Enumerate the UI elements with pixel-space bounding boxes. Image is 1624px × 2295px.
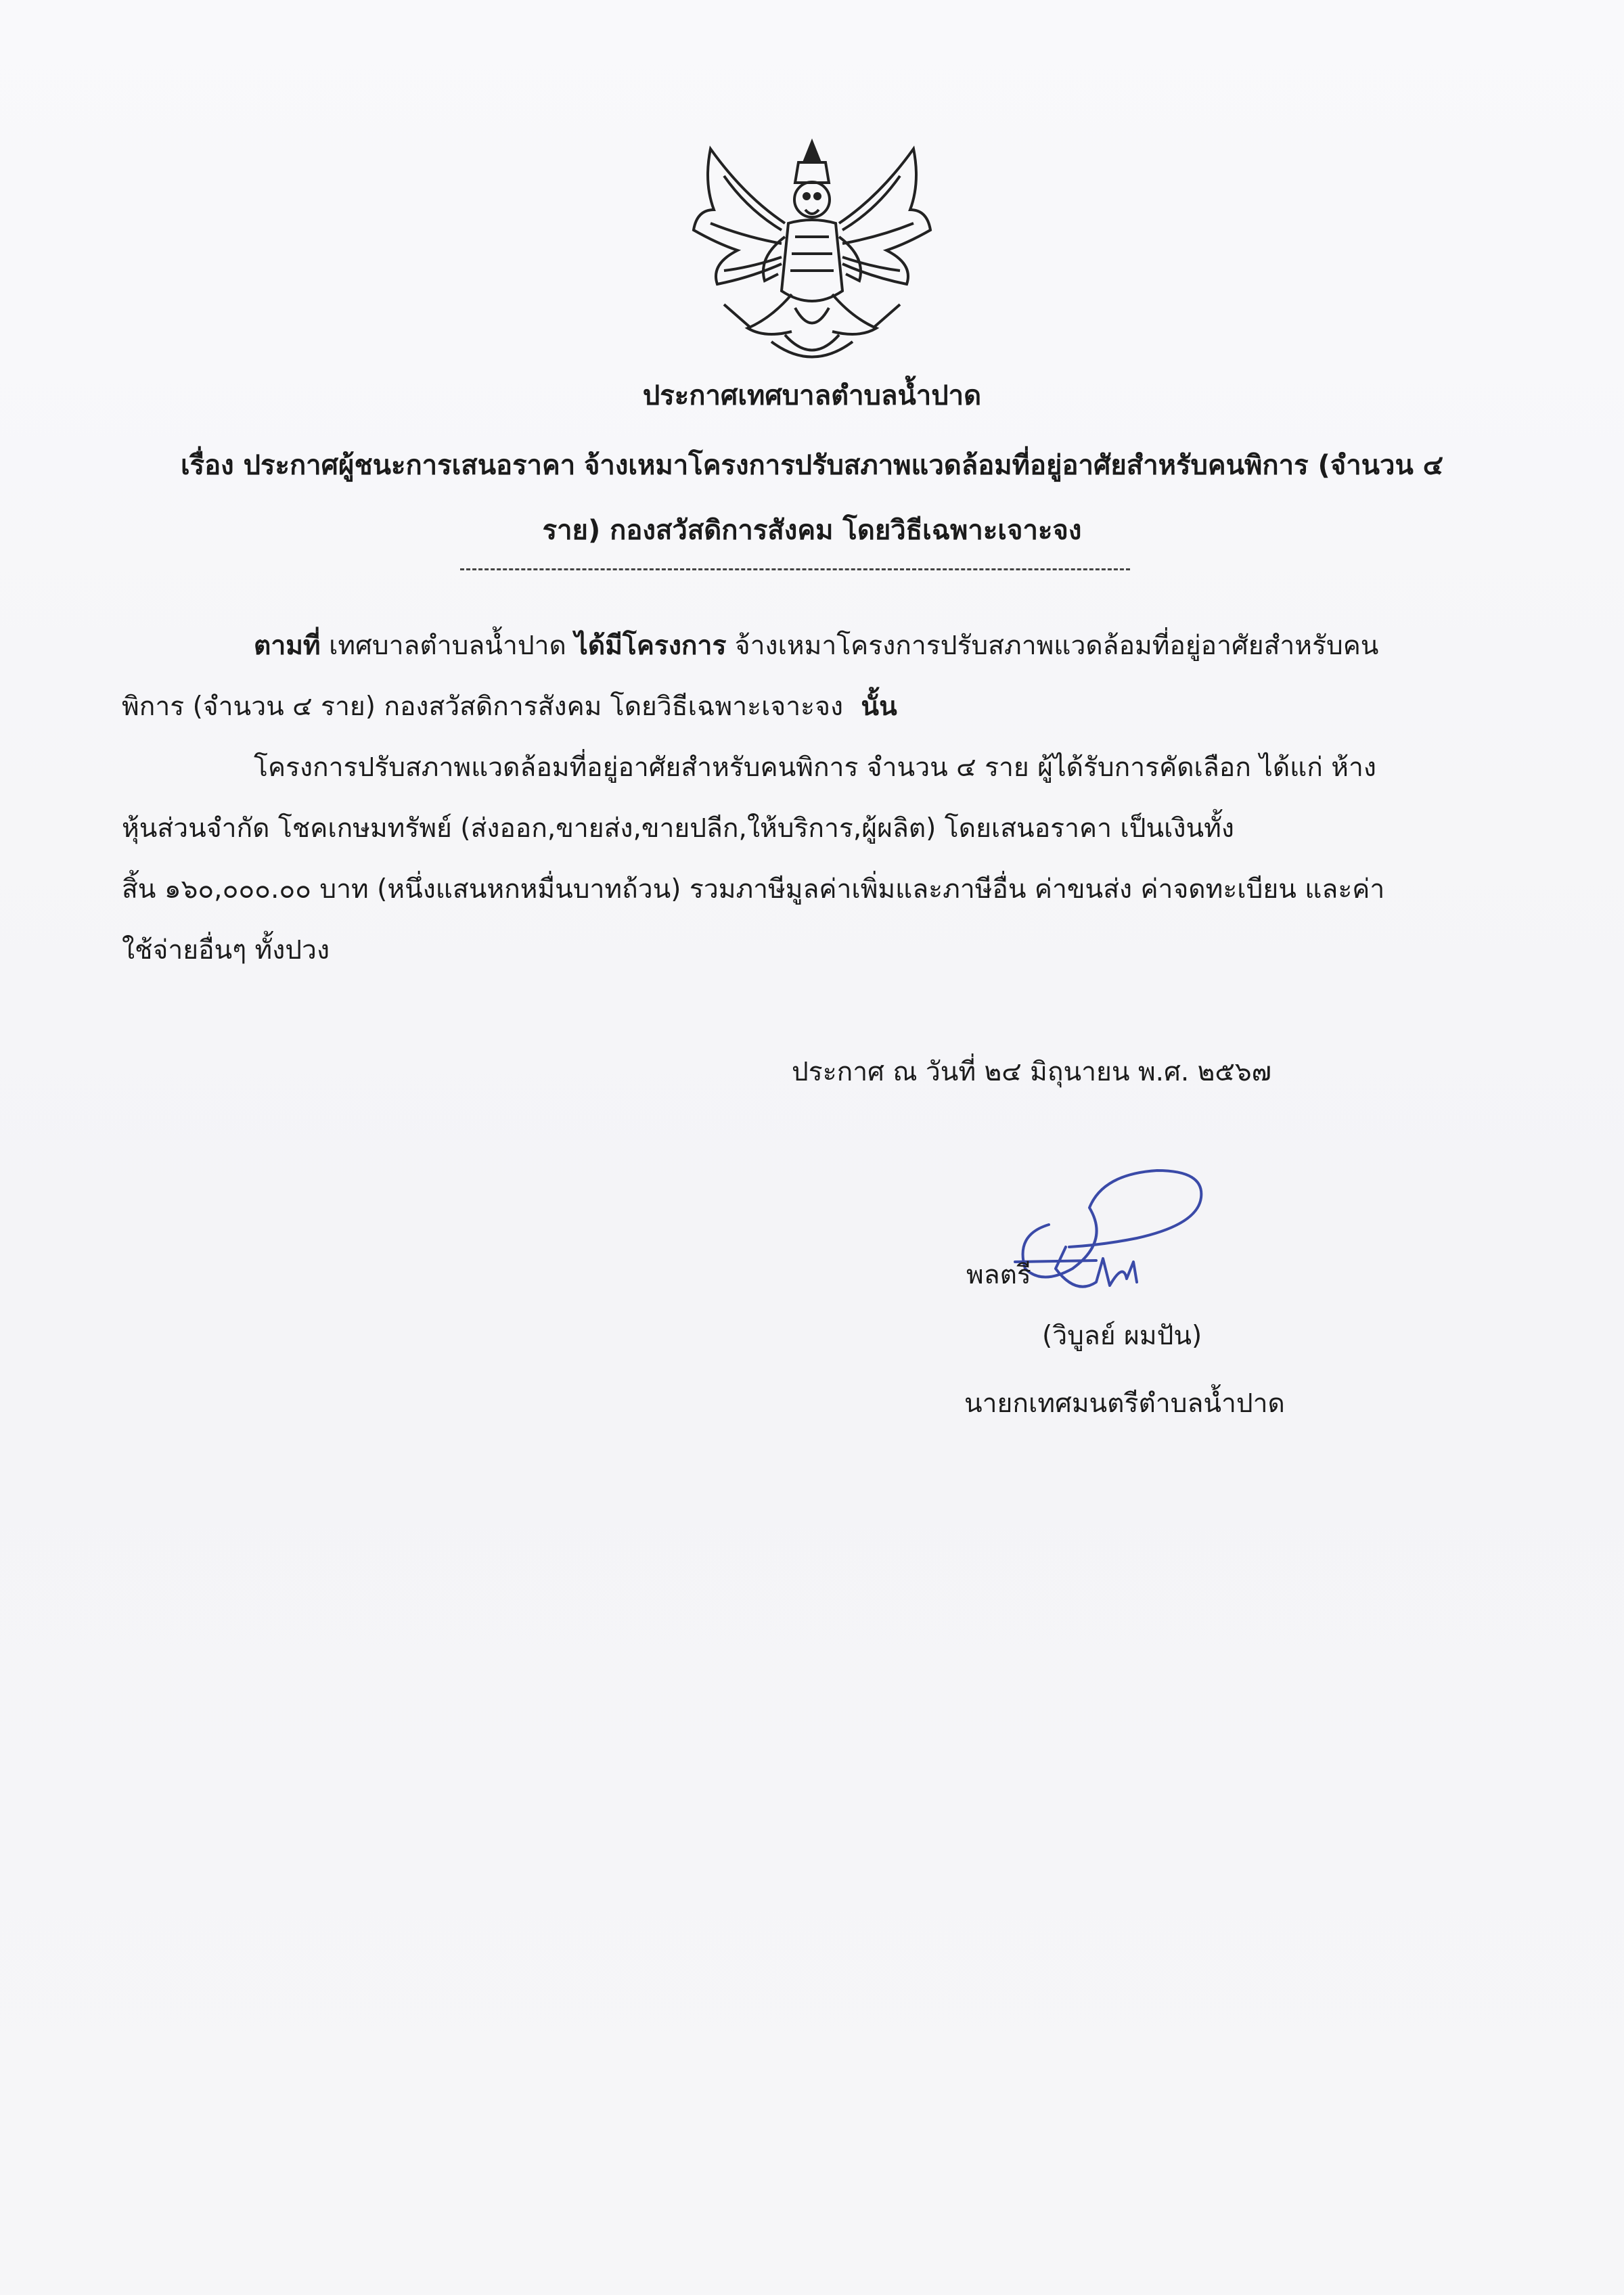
- subject-text-line2: ราย) กองสวัสดิการสังคม โดยวิธีเฉพาะเจาะจง: [542, 515, 1082, 546]
- paragraph1-agency: เทศบาลตำบลน้ำปาด: [329, 631, 566, 661]
- paragraph1-lead: ตามที่: [254, 631, 321, 661]
- paragraph1-line2-end: นั้น: [861, 691, 897, 722]
- paragraph2-line4: ใช้จ่ายอื่นๆ ทั้งปวง: [122, 935, 330, 965]
- paragraph1-line1: [254, 626, 1378, 666]
- signer-name: (วิบูลย์ ผมปัน): [1042, 1321, 1202, 1351]
- announcement-date: ประกาศ ณ วันที่ ๒๔ มิถุนายน พ.ศ. ๒๕๖๗: [792, 1057, 1271, 1087]
- subject-text: จ้างเหมาโครงการปรับสภาพแวดล้อมที่อยู่อาศัยสำหรับคนพิการ (จำนวน ๔: [583, 450, 1444, 481]
- paragraph1-line2: [122, 687, 897, 727]
- handwritten-signature: [1001, 1160, 1218, 1309]
- paragraph2-line2: หุ้นส่วนจำกัด โชคเกษมทรัพย์ (ส่งออก,ขายส่ง,ขายปลีก,ให้บริการ,ผู้ผลิต) โดยเสนอราคา เป็นเงินทั้ง: [122, 813, 1234, 844]
- signer-position: นายกเทศมนตรีตำบลน้ำปาด: [964, 1388, 1285, 1419]
- document-title: ประกาศเทศบาลตำบลน้ำปาด: [642, 380, 982, 411]
- paragraph1-project: จ้างเหมาโครงการปรับสภาพแวดล้อมที่อยู่อาศัยสำหรับคน: [734, 631, 1379, 661]
- subject-label: เรื่อง ประกาศผู้ชนะการเสนอราคา: [180, 450, 576, 481]
- paragraph2-line1: โครงการปรับสภาพแวดล้อมที่อยู่อาศัยสำหรับคนพิการ จำนวน ๔ ราย ผู้ได้รับการคัดเลือก ได้แก่ ห้าง: [254, 752, 1376, 783]
- signer-rank: พลตรี: [966, 1260, 1031, 1290]
- paragraph2-line3: สิ้น ๑๖๐,๐๐๐.๐๐ บาท (หนึ่งแสนหกหมื่นบาทถ้วน) รวมภาษีมูลค่าเพิ่มและภาษีอื่น ค่าขนส่ง ค่าจดทะเบียน และค่า: [122, 874, 1385, 905]
- paragraph1-project-label: ได้มีโครงการ: [574, 631, 727, 661]
- garuda-emblem-icon: [683, 135, 941, 372]
- document-subject: [122, 433, 1502, 563]
- dashed-divider: [460, 568, 1130, 570]
- paragraph1-line2-text: พิการ (จำนวน ๔ ราย) กองสวัสดิการสังคม โดยวิธีเฉพาะเจาะจง: [122, 691, 843, 722]
